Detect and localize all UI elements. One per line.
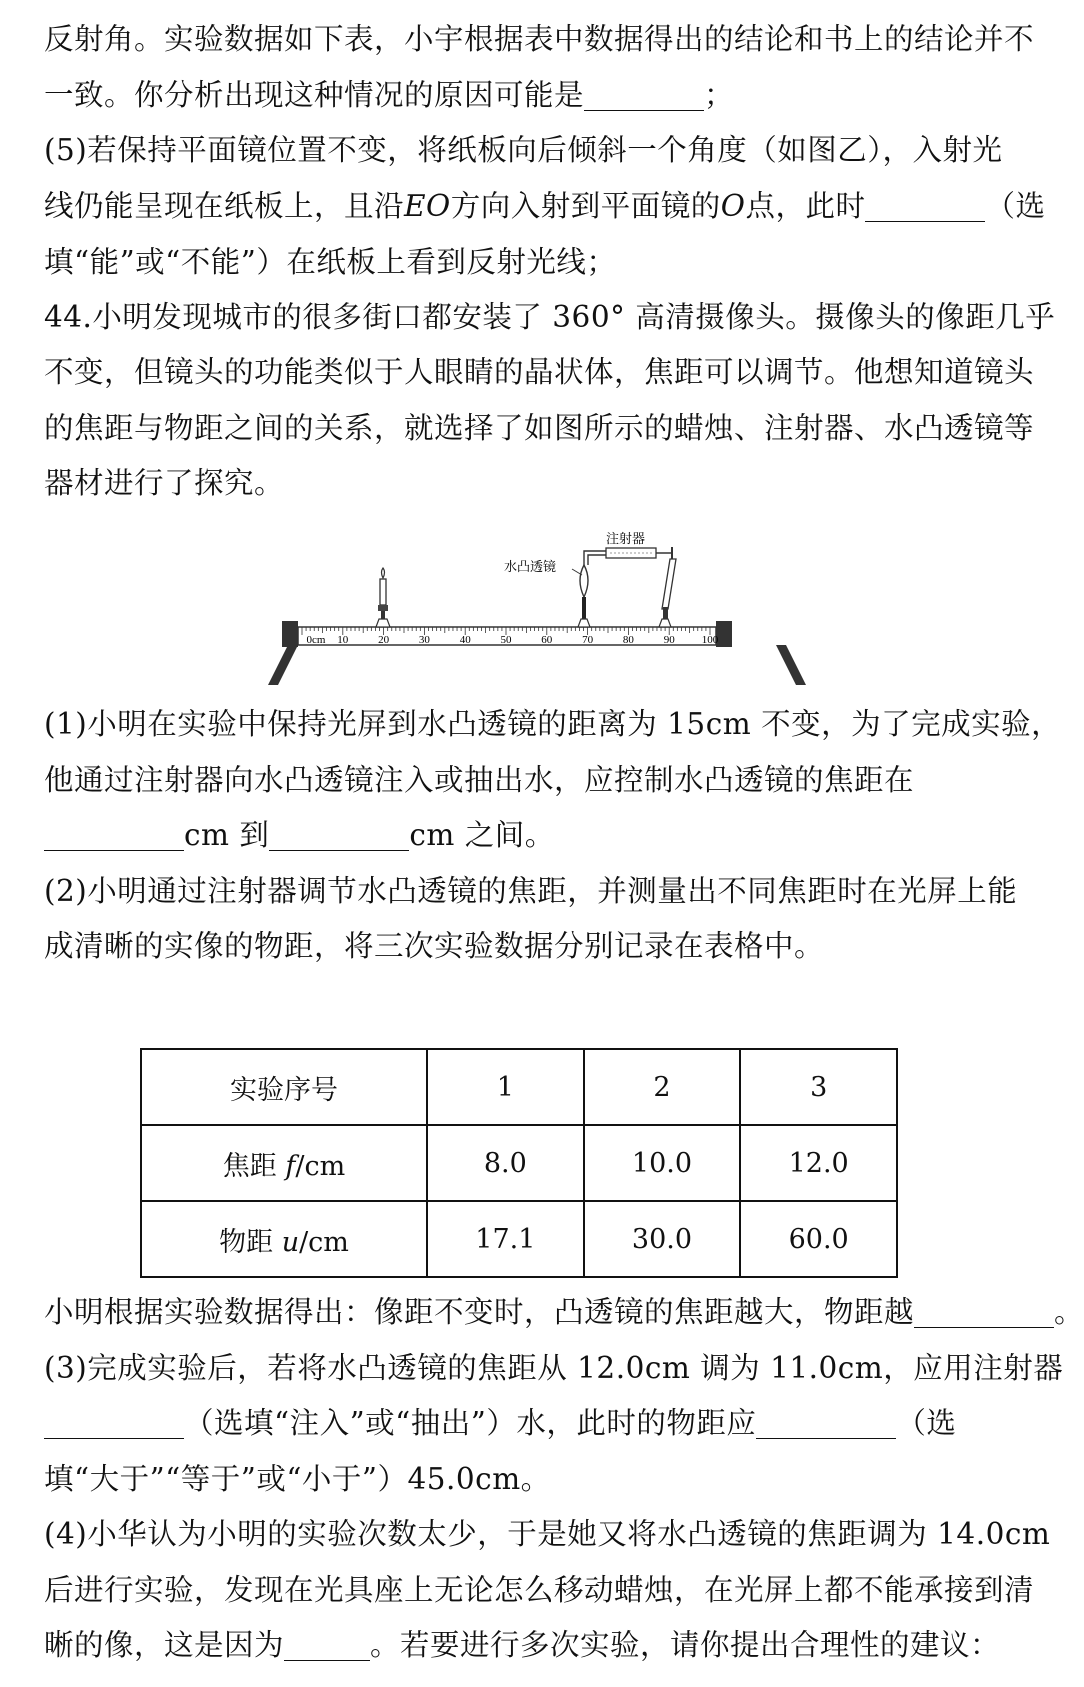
text-line-q1a [44,704,1062,744]
table-cell: 10.0 [584,1125,741,1201]
text-line-1 [44,19,1044,59]
syringe [606,547,672,559]
table-header-cell: 实验序号 [141,1049,427,1125]
table-cell: 12.0 [740,1125,897,1201]
answer-blank[interactable] [914,1297,1054,1328]
text: (3)完成实验后，若将水凸透镜的焦距从 12.0cm 调为 11.0cm，应用注射器 [44,1351,1064,1385]
text-line-q2a [44,871,1044,911]
text: 一致。你分析出现这种情况的原因可能是 [44,78,585,112]
syringe-label: 注射器 [606,531,646,546]
text: cm 到 [184,818,270,852]
text-line-q1b [44,760,1044,800]
table-cell: 1 [427,1049,584,1125]
answer-blank[interactable] [44,820,184,851]
text: 的焦距与物距之间的关系，就选择了如图所示的蜡烛、注射器、水凸透镜等 [44,411,1035,445]
table-row [141,1201,897,1277]
text: 填“大于”“等于”或“小于”）45.0cm。 [44,1462,551,1496]
variable-f: f [285,1150,296,1182]
text: cm 之间。 [409,818,555,852]
text-line-q2b [44,926,1044,966]
ruler-label: 60 [541,634,553,646]
text: 晰的像，这是因为 [44,1628,285,1662]
text: 44.小明发现城市的很多街口都安装了 360° 高清摄像头。摄像头的像距几乎 [44,300,1056,334]
table-cell: 2 [584,1049,741,1125]
ruler-label: 80 [622,634,634,646]
text-line-q3c [44,1459,1044,1499]
table-row [141,1049,897,1125]
lens-label: 水凸透镜 [504,559,557,574]
text-line-6 [44,297,1056,337]
answer-blank[interactable] [284,1630,370,1661]
answer-blank[interactable] [756,1408,896,1439]
text: 点，此时 [745,189,866,223]
text-line-q1c [44,815,1044,855]
answer-blank[interactable] [44,1408,184,1439]
text-line-4 [44,186,1044,226]
text-line-5 [44,242,1044,282]
bench-leg-right [776,645,806,685]
text: 反射角。实验数据如下表，小宇根据表中数据得出的结论和书上的结论并不 [44,22,1035,56]
text: 填“能”或“不能”）在纸板上看到反射光线； [44,245,617,279]
text: 。若要进行多次实验，请你提出合理性的建议： [370,1628,1001,1662]
table-row [141,1125,897,1201]
text: (4)小华认为小明的实验次数太少，于是她又将水凸透镜的焦距调为 14.0cm [44,1517,1051,1551]
text-line-q2c [44,1292,1084,1332]
table-cell: 8.0 [427,1125,584,1201]
ruler-label: 0cm [306,634,326,646]
text: 他通过注射器向水凸透镜注入或抽出水，应控制水凸透镜的焦距在 [44,763,915,797]
bench-leg-left [268,645,298,685]
ruler-label: 90 [663,634,675,646]
candle [376,568,390,627]
table-header-cell [141,1201,427,1277]
data-table [140,1048,898,1278]
text-line-q4c [44,1625,1044,1665]
text-line-q4b [44,1570,1044,1610]
ruler-label: 40 [459,634,471,646]
ruler-label: 100 [701,634,719,646]
ruler-label: 20 [378,634,390,646]
text: (2)小明通过注射器调节水凸透镜的焦距，并测量出不同焦距时在光屏上能 [44,874,1018,908]
text: 线仍能呈现在纸板上，且沿 [44,189,405,223]
table-header-cell [141,1125,427,1201]
text: (5)若保持平面镜位置不变，将纸板向后倾斜一个角度（如图乙），入射光 [44,133,1003,167]
variable-eo: EO [404,189,451,223]
table-cell: 60.0 [740,1201,897,1277]
text: 焦距 [222,1150,286,1182]
table-cell: 17.1 [427,1201,584,1277]
ruler-label: 30 [418,634,430,646]
text-line-7 [44,352,1044,392]
text: （选填“注入”或“抽出”）水，此时的物距应 [184,1406,757,1440]
bench-end-left [282,621,298,647]
text-line-3 [44,130,1044,170]
text: /cm [299,1226,349,1258]
text-line-9 [44,463,1044,503]
text-line-q4a [44,1514,1051,1554]
answer-blank[interactable] [865,191,985,222]
text-line-q3b [44,1403,1044,1443]
water-lens [578,551,606,627]
variable-u: u [281,1226,300,1258]
text: (1)小明在实验中保持光屏到水凸透镜的距离为 15cm 不变，为了完成实验， [44,707,1062,741]
bench-end-right [716,621,732,647]
text: 。 [1054,1295,1084,1329]
text: （选 [896,1406,957,1440]
text: 小明根据实验数据得出：像距不变时，凸透镜的焦距越大，物距越 [44,1295,915,1329]
text: /cm [295,1150,346,1182]
text-line-q3a [44,1348,1064,1388]
text-line-2 [44,75,1044,115]
text-line-8 [44,408,1044,448]
table-cell: 3 [740,1049,897,1125]
text: （选 [985,189,1046,223]
ruler-label: 50 [500,634,512,646]
ruler-label: 10 [337,634,349,646]
answer-blank[interactable] [584,80,704,111]
light-screen [659,559,676,627]
table-cell: 30.0 [584,1201,741,1277]
text: 不变，但镜头的功能类似于人眼睛的晶状体，焦距可以调节。他想知道镜头 [44,355,1035,389]
text: 后进行实验，发现在光具座上无论怎么移动蜡烛，在光屏上都不能承接到清 [44,1573,1035,1607]
text: 方向入射到平面镜的 [450,189,721,223]
text: 器材进行了探究。 [44,466,285,500]
variable-o: O [720,189,746,223]
text: 物距 [219,1226,282,1258]
ruler-label: 70 [582,634,594,646]
text: ； [704,78,735,112]
text: 成清晰的实像的物距，将三次实验数据分别记录在表格中。 [44,929,825,963]
answer-blank[interactable] [269,820,409,851]
